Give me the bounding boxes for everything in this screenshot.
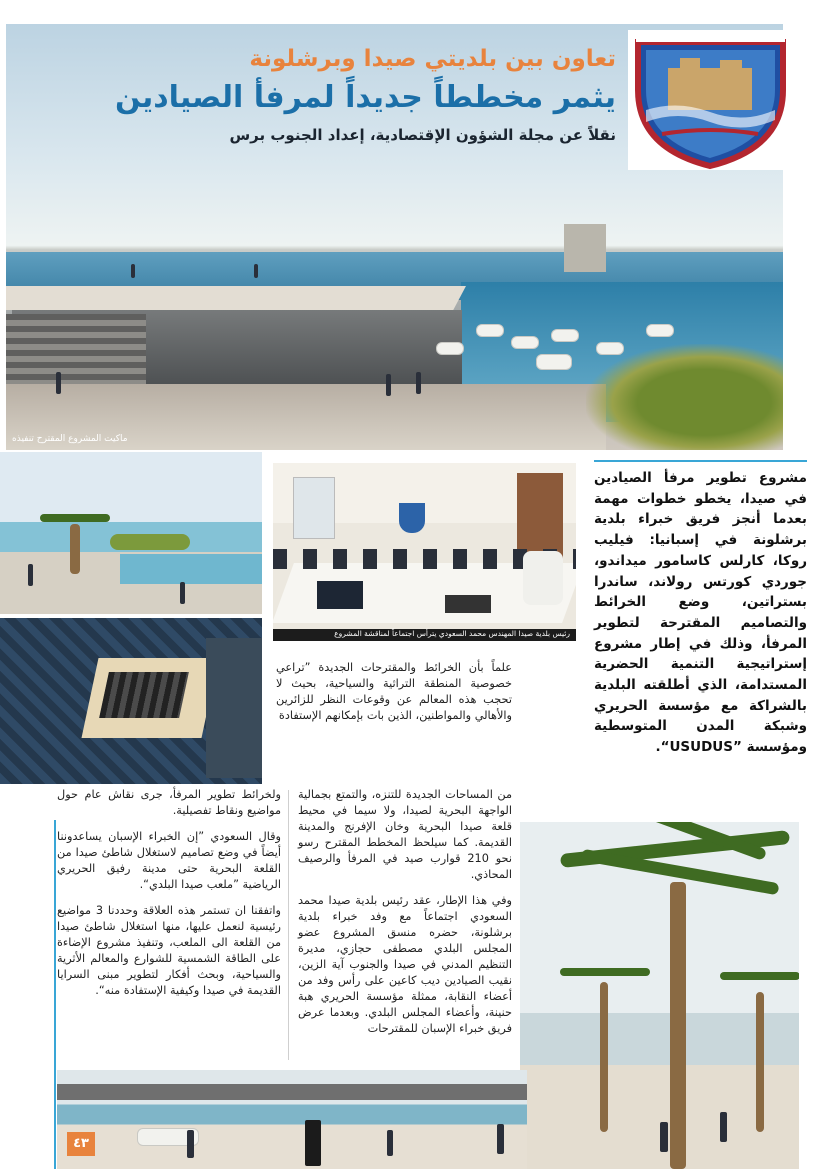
palm-tree	[670, 882, 686, 1169]
article-paragraph: ولخرائط تطوير المرفأ، جرى نقاش عام حول مواضيع ونقاط تفصيلية.	[57, 788, 281, 817]
person	[416, 372, 421, 394]
article-col1-top: علماً بأن الخرائط والمقترحات الجديدة ”تراعي خصوصية المنطقة التراثية والسياحية، بحيث لا تحجب هذه المعالم عن وقوعات النظر للزائرين والأهالي والمواطنين، الذين بات بإمكانهم الإستفادة	[276, 661, 512, 722]
laptop	[317, 581, 363, 609]
sidebar-rule	[54, 820, 56, 1169]
article-col1-lower	[298, 787, 512, 1047]
project-model-photo	[0, 618, 262, 784]
hero-caption: ماكيت المشروع المقترح تنفيذه	[12, 434, 128, 444]
pier	[6, 286, 466, 310]
article-title-block	[114, 44, 616, 156]
intro-rule	[594, 460, 807, 462]
boat	[551, 329, 579, 342]
attendee	[523, 551, 563, 605]
person	[187, 1130, 194, 1158]
wall-map	[293, 477, 335, 539]
article-paragraph: واتفقنا ان تستمر هذه العلاقة وحددنا 3 مواضيع رئيسية لنعمل عليها، منها استغلال شاطئ صيدا من القلعة الى الملعب، وتنفيذ مشروع الإضاءة على الطاقة الشمسية للشوارع والمعالم الأثرية والسياحية، وبحث أفكار لتطوير مبنى السرايا القديمة في صيدا وكيفية الإستفادة منه“.	[57, 904, 281, 997]
sea-castle	[564, 224, 606, 272]
sidon-shield-icon	[628, 30, 793, 170]
trees	[110, 534, 190, 550]
person	[28, 564, 33, 586]
palm-tree	[600, 982, 608, 1132]
source-line: نقلاً عن مجلة الشؤون الإقتصادية، إعداد الجنوب برس	[229, 126, 616, 144]
meeting-caption: رئيس بلدية صيدا المهندس محمد السعودي يترأس اجتماعاً لمناقشة المشروع	[334, 629, 570, 638]
palm-tree	[70, 524, 80, 574]
boat	[646, 324, 674, 337]
palm-frond	[560, 968, 650, 976]
harbor-slips	[99, 672, 189, 718]
palm-promenade-rendering	[520, 822, 799, 1169]
headline-line-1: تعاون بين بلديتي صيدا وبرشلونة	[249, 46, 616, 72]
municipality-logo	[628, 30, 793, 170]
person	[660, 1122, 668, 1152]
person	[131, 264, 135, 278]
person	[254, 264, 258, 278]
palm-tree	[756, 992, 764, 1132]
article-paragraph: من المساحات الجديدة للتنزه، والتمتع بجمالية الواجهة البحرية لصيدا، ولا سيما في محيط قلعة صيدا البحرية وخان الإفرنج والمدينة القديمة. كما سيلحظ المخطط المقترح رسو نحو 210 قوارب صيد في المرفأ والرصيف المحاذي.	[298, 788, 512, 881]
palm-frond	[720, 972, 799, 980]
pool	[120, 554, 262, 584]
wall-logo	[399, 503, 425, 533]
boat	[536, 354, 572, 370]
page-number: ٤٣	[67, 1132, 95, 1156]
boat	[511, 336, 539, 349]
headline-line-2: يثمر مخططاً جديداً لمرفأ الصيادين	[114, 80, 616, 115]
palm-frond	[40, 514, 110, 522]
person	[180, 582, 185, 604]
column-divider	[288, 790, 289, 1060]
boat	[596, 342, 624, 355]
article-intro: مشروع تطوير مرفأ الصيادين في صيدا، يخطو خطوات مهمة بعدما أنجز فريق خبراء بلدية برشلونة في إسبانيا: فيليب روكا، كارلس كاسامور ميداندو، جوردي كورتس رولاند، ساندرا بستراتين، وضع الخرائط والتصاميم المقترحة لتطوير المرفأ، وذلك في إطار مشروع إستراتيجية التنمية الحضرية المستدامة، الذي أطلقته البلدية بالشراكة مع مؤسسة الحريري وشبكة المدن المتوسطية ومؤسسة ”USUDUS“.	[594, 470, 807, 756]
article-paragraph: وقال السعودي ”إن الخبراء الإسبان يساعدوننا أيضاً في وضع تصاميم لاستغلال شاطئ صيدا من القلعة البحرية حتى مدينة رفيق الحريري الرياضية ”ملعب صيدا البلدي“.	[57, 830, 281, 891]
person	[305, 1120, 321, 1166]
person	[387, 1130, 393, 1156]
trees	[586, 344, 783, 450]
water-model	[206, 638, 262, 778]
promenade-rendering	[0, 452, 262, 614]
person	[720, 1112, 727, 1142]
article-col2	[57, 787, 281, 1009]
boat	[436, 342, 464, 355]
pier	[57, 1084, 527, 1100]
bag	[445, 595, 491, 613]
person	[386, 374, 391, 396]
article-paragraph: وفي هذا الإطار، عقد رئيس بلدية صيدا محمد السعودي اجتماعاً مع وفد خبراء بلدية برشلونة، حضره منسق المشروع عضو المجلس البلدي مصطفى حجازي، مديرة التنظيم المدني في صيدا والجنوب آية الزين، نقيب الصيادين ديب كاعين على رأس وفد من أعضاء النقابة، ممثلة مؤسسة الحريري هبة حنينة، وأعضاء المجلس البلدي. وبعدما عرض فريق خبراء الإسبان للمقترحات	[298, 894, 512, 1035]
meeting-photo	[273, 463, 576, 641]
boat	[476, 324, 504, 337]
person	[497, 1124, 504, 1154]
beach-rendering	[57, 1070, 527, 1169]
person	[56, 372, 61, 394]
